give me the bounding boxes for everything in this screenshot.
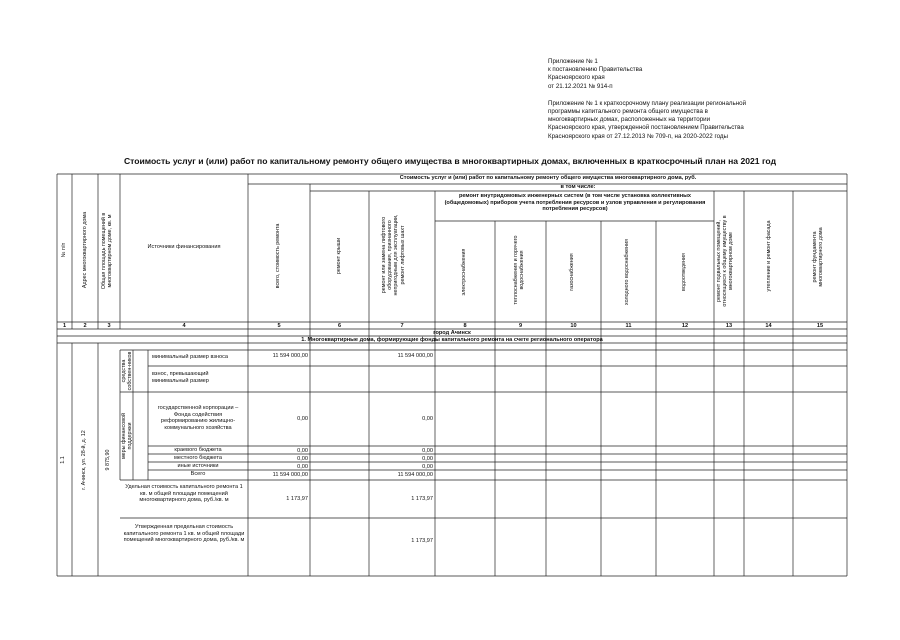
value-cell: 0,00 (422, 448, 433, 454)
value-cell: 0,00 (297, 416, 308, 422)
appendix-line: Красноярского края от 27.12.2013 № 709-п, на 2020-2022 годы (548, 132, 728, 140)
appendix-line: многоквартирных домах, расположенных на территории (548, 116, 711, 124)
header-sources: Источники финансирования (147, 244, 221, 250)
header-facade: утепление и ремонт фасада (766, 220, 772, 292)
label-over: взнос, превышающий минимальный размер (152, 371, 209, 384)
support-label: меры финансовой поддержки (121, 412, 134, 460)
col-number: 1 (62, 323, 67, 329)
col-number: 7 (400, 323, 404, 329)
label-specific: Удельная стоимость капитального ремонта 1 кв. м общей площади помещений многоквартирного дома, руб./кв. м (125, 484, 243, 504)
appendix-line: от 21.12.2021 № 914-п (548, 82, 613, 90)
city-row: город Ачинск (433, 330, 471, 336)
col-number: 9 (518, 323, 523, 329)
col-number: 2 (83, 323, 87, 329)
value-cell: 11 594 000,00 (272, 472, 308, 478)
appendix-line: Красноярского края (548, 74, 605, 82)
row-address: г. Ачинск, ул. 28-й, д. 12 (81, 430, 87, 490)
appendix-line: Красноярского края, утвержденной постановлением Правительства (548, 124, 744, 132)
col-number: 3 (107, 323, 111, 329)
col-number: 12 (681, 323, 689, 329)
value-cell: 0,00 (422, 456, 433, 462)
label-min: минимальный размер взноса (152, 354, 229, 360)
header-engineering: ремонт внутридомовых инженерных систем (в том числе установка коллективных (общедомовых) приборов учета потребления ресурсов и узлов управления и регулирования потребления ресурсов) (444, 193, 706, 213)
label-regional: краевого бюджета (174, 447, 222, 453)
header-basement: ремонт подвальных помещений, относящихся к общему имуществу в многоквартирном доме (716, 215, 735, 307)
header-electric: электроснабжения (461, 248, 467, 296)
col-number: 14 (765, 323, 772, 329)
col-number: 4 (182, 323, 186, 329)
value-cell: 11 594 000,00 (272, 353, 308, 359)
value-cell: 0,00 (297, 456, 308, 462)
header-num: № п/п (61, 242, 67, 258)
header-cost-group: Стоимость услуг и (или) работ по капитальному ремонту общего имущества многоквартирного дома, руб. (399, 175, 697, 181)
value-cell: 0,00 (297, 448, 308, 454)
row-num: 1.1 (60, 456, 66, 464)
own-funds-label: средства собствен-ников (121, 351, 134, 391)
header-roof: ремонт крыши (336, 237, 342, 275)
header-area: Общая площадь помещений в многоквартирном доме, кв. м (101, 212, 114, 290)
col-number: 5 (277, 323, 281, 329)
label-fund: государственной корпорации – Фонда содействия реформированию жилищно-коммунального хозяйства (157, 405, 239, 431)
col-number: 13 (725, 323, 733, 329)
value-cell: 0,00 (422, 464, 433, 470)
header-gas: газоснабжения (569, 253, 575, 291)
value-cell: 11 594 000,00 (397, 472, 433, 478)
header-elevator: ремонт или замена лифтового оборудования, признанного непригодным для эксплуатации, ремонт лифтовых шахт (381, 214, 406, 296)
header-total-cost: всего, стоимость ремонта (275, 223, 281, 289)
header-including: в том числе: (560, 184, 596, 190)
value-cell: 1 173,97 (286, 496, 308, 502)
page-title: Стоимость услуг и (или) работ по капитальному ремонту общего имущества в многоквартирных домах, включенных в краткосрочный план на 2021 год (123, 156, 777, 166)
col-number: 8 (463, 323, 467, 329)
col-number: 6 (337, 323, 342, 329)
appendix-line: Приложение № 1 к краткосрочному плану реализации региональной (548, 99, 747, 107)
label-local: местного бюджета (174, 455, 222, 461)
col-number: 11 (625, 323, 632, 329)
header-heat: теплоснабжения и горячего водоснабжения (513, 235, 526, 305)
col-number: 10 (570, 323, 577, 329)
value-cell: 0,00 (297, 464, 308, 470)
header-cold-water: холодного водоснабжения (624, 238, 630, 306)
label-total: Всего (190, 471, 206, 477)
label-other: иные источники (177, 463, 219, 469)
value-cell: 11 594 000,00 (397, 353, 433, 359)
value-cell: 0,00 (422, 416, 433, 422)
appendix-line: к постановлению Правительства (548, 66, 643, 74)
label-limit: Утвержденная предельная стоимость капитального ремонта 1 кв. м общей площади помещений многоквартирного дома, руб./кв. м (123, 524, 245, 544)
value-cell: 1 173,97 (411, 496, 433, 502)
header-address: Адрес многоквартирного дома (82, 211, 88, 289)
col-number: 15 (816, 323, 824, 329)
header-foundation: ремонт фундамента многоквартирного дома (812, 227, 825, 287)
appendix-line: Приложение № 1 (548, 58, 598, 65)
row-area: 9 875,90 (105, 449, 111, 471)
section-row: 1. Многоквартирные дома, формирующие фонды капитального ремонта на счете регионального оператора (301, 337, 603, 343)
header-drainage: водоотведения (681, 253, 687, 291)
appendix-line: программы капитального ремонта общего имущества в (548, 108, 708, 116)
value-cell: 1 173,97 (411, 538, 433, 544)
